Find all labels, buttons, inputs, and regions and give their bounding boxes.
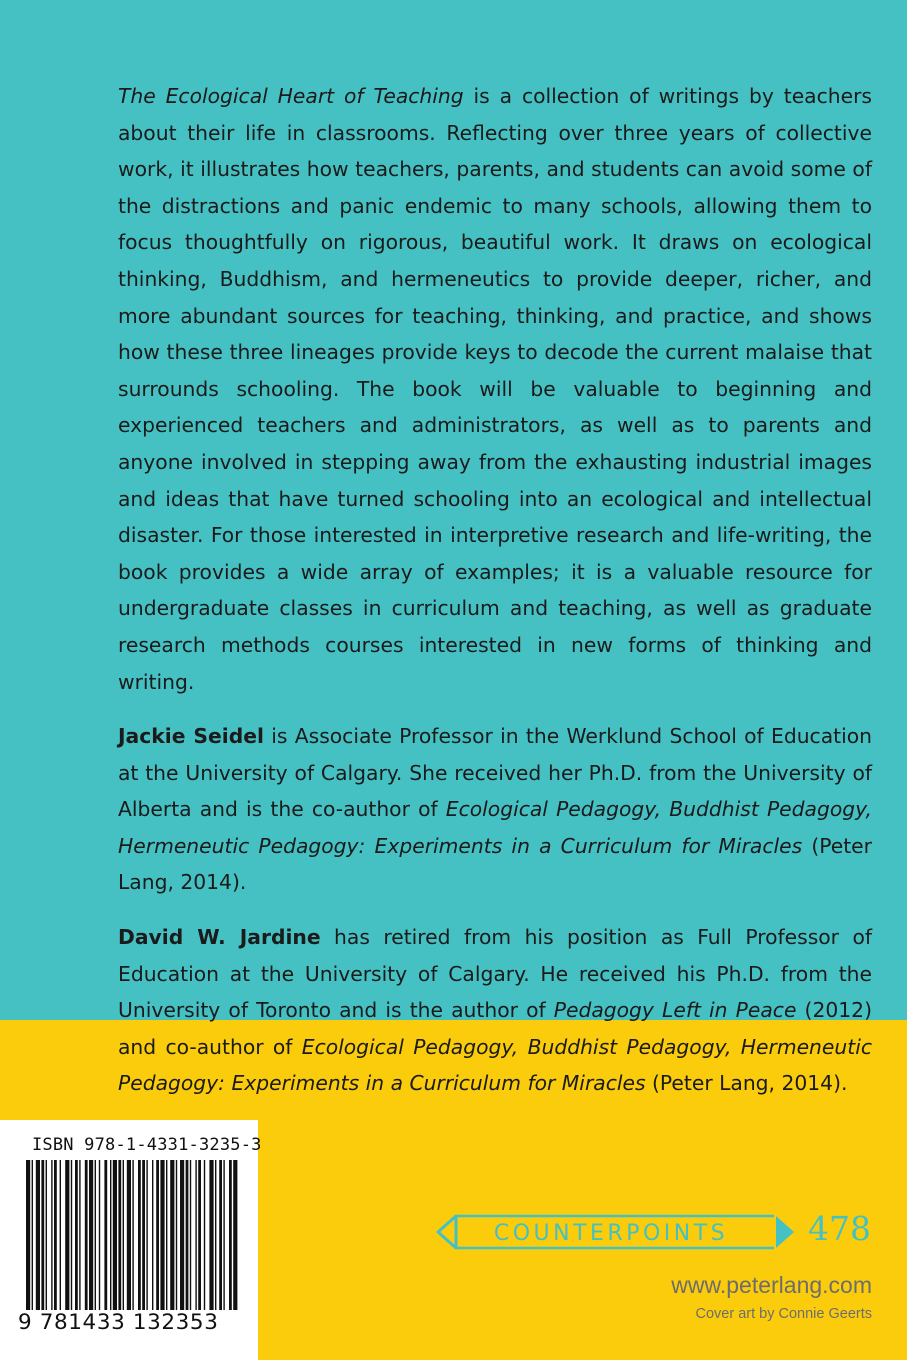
barcode-bars	[26, 1160, 238, 1310]
isbn-digits: 9 781433 132353	[18, 1310, 219, 1335]
barcode-bar	[51, 1160, 52, 1310]
barcode-bar	[142, 1160, 145, 1310]
barcode-bar	[186, 1160, 189, 1310]
barcode-bar	[32, 1160, 33, 1310]
barcode-bar	[110, 1160, 111, 1310]
barcode-bar	[60, 1160, 61, 1310]
barcode-bar	[99, 1160, 100, 1310]
barcode-bar	[198, 1160, 201, 1310]
book-description	[118, 78, 872, 700]
barcode-bar	[89, 1160, 93, 1310]
book-title: The Ecological Heart of Teaching	[118, 84, 464, 108]
barcode-bar	[219, 1160, 222, 1310]
barcode-bar	[65, 1160, 69, 1310]
barcode-bar	[71, 1160, 72, 1310]
barcode-bar	[127, 1160, 131, 1310]
series-name: COUNTERPOINTS	[493, 1221, 729, 1246]
barcode-bar	[170, 1160, 174, 1310]
author-name: David W. Jardine	[118, 925, 321, 950]
barcode-bar	[36, 1160, 40, 1310]
barcode-bar	[104, 1160, 107, 1310]
barcode-bar	[215, 1160, 216, 1310]
barcode-bar	[118, 1160, 121, 1310]
series-number: 478	[808, 1209, 871, 1248]
barcode-bar	[229, 1160, 232, 1310]
book-reference: Ecological Pedagogy, Buddhist Pedagogy, Hermeneutic Pedagogy: Experiments in a Curriculum for Miracles	[118, 1034, 872, 1096]
barcode-bar	[75, 1160, 78, 1310]
barcode-bar	[132, 1160, 133, 1310]
book-reference: Pedagogy Left in Peace	[553, 998, 797, 1023]
author-name: Jackie Seidel	[118, 724, 264, 749]
barcode-bar	[41, 1160, 44, 1310]
isbn-barcode	[0, 1120, 262, 1360]
barcode-bar	[85, 1160, 88, 1310]
barcode-bar	[95, 1160, 96, 1310]
author-bio-seidel: Jackie Seidel is Associate Professor in the Werklund School of Education at the University of Calgary. She received her Ph.D. from the University of Alberta and is the co-author of Ecological Pedagogy, Buddhist Pedagogy, Hermeneutic Pedagogy: Experiments in a Curriculum for Miracles (Peter Lang, 2014).	[118, 724, 872, 895]
barcode-bar	[138, 1160, 141, 1310]
description-text: is a collection of writings by teachers about their life in classrooms. Reflecting over three years of collective work, it illustrates how teachers, parents, and students can avoid some of the distractions and panic endemic to many schools, allowing them to focus thoughtfully on rigorous, beautiful work. It draws on ecological thinking, Buddhism, and hermeneutics to provide deeper, richer, and more abundant sources for teaching, thinking, and practice, and shows how these three lineages provide keys to decode the current malaise that surrounds schooling. The book will be valuable to beginning and experienced teachers and administrators, as well as to parents and anyone involved in stepping away from the exhausting industrial images and ideas that have turned schooling into an ecological and intellectual disaster. For those interested in interpretive research and life-writing, the book provides a wide array of examples; it is a valuable resource for undergraduate classes in curriculum and teaching, as well as graduate research methods courses interested in new forms of thinking and writing.	[118, 84, 872, 694]
barcode-bar	[233, 1160, 237, 1310]
back-cover-text	[118, 78, 872, 1120]
barcode-bar	[204, 1160, 205, 1310]
barcode-bar	[54, 1160, 57, 1310]
barcode-bar	[209, 1160, 213, 1310]
barcode-bar	[160, 1160, 164, 1310]
barcode-bar	[123, 1160, 124, 1310]
barcode-bar	[223, 1160, 224, 1310]
barcode-bar	[166, 1160, 167, 1310]
cover-art-credit: Cover art by Connie Geerts	[695, 1306, 872, 1322]
barcode-bar	[180, 1160, 184, 1310]
barcode-bar	[190, 1160, 191, 1310]
counterpoints-series-logo	[436, 1210, 796, 1254]
book-reference: Ecological Pedagogy, Buddhist Pedagogy, Hermeneutic Pedagogy: Experiments in a Curriculum for Miracles	[118, 797, 872, 858]
barcode-bar	[156, 1160, 159, 1310]
barcode-bar	[46, 1160, 47, 1310]
barcode-bar	[195, 1160, 196, 1310]
barcode-bar	[152, 1160, 153, 1310]
logo-left-arrow-icon	[438, 1216, 456, 1248]
isbn-label: ISBN 978-1-4331-3235-3	[32, 1135, 262, 1155]
barcode-bar	[146, 1160, 147, 1310]
barcode-bar	[113, 1160, 117, 1310]
publisher-website[interactable]: www.peterlang.com	[671, 1272, 872, 1298]
author-bio-jardine: David W. Jardine has retired from his position as Full Professor of Education at the University of Calgary. He received his Ph.D. from the University of Toronto and is the author of Pedagogy Left in Peace (2012) and co-author of Ecological Pedagogy, Buddhist Pedagogy, Hermeneutic Pedagogy: Experiments in a Curriculum for Miracles (Peter Lang, 2014).	[118, 925, 872, 1096]
barcode-bar	[26, 1160, 30, 1310]
logo-right-arrow-icon	[776, 1216, 794, 1248]
barcode-bar	[176, 1160, 177, 1310]
barcode-bar	[79, 1160, 80, 1310]
